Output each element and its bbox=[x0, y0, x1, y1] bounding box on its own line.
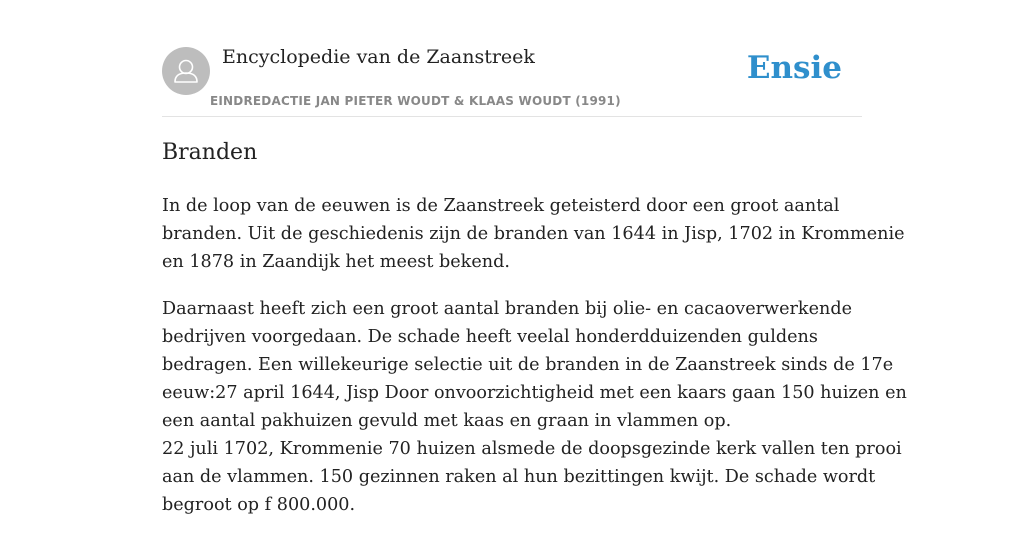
paragraph-line: 22 juli 1702, Krommenie 70 huizen alsmede de doopsgezinde kerk vallen ten prooi bbox=[162, 439, 902, 459]
paragraph-line: aan de vlammen. 150 gezinnen raken al hun bezittingen kwijt. De schade wordt bbox=[162, 467, 876, 487]
paragraph-line: bedrijven voorgedaan. De schade heeft veelal honderdduizenden guldens bbox=[162, 327, 818, 347]
paragraph-line: Daarnaast heeft zich een groot aantal branden bij olie- en cacaoverwerkende bbox=[162, 299, 853, 319]
article-paragraph-2 bbox=[162, 295, 907, 519]
site-header bbox=[162, 0, 862, 117]
article-paragraph-1 bbox=[162, 192, 905, 276]
ensie-logo[interactable]: Ensie bbox=[746, 50, 842, 86]
paragraph-line: begroot op f 800.000. bbox=[162, 495, 356, 515]
paragraph-line: bedragen. Een willekeurige selectie uit de branden in de Zaanstreek sinds de 17e bbox=[162, 355, 894, 375]
paragraph-line: en 1878 in Zaandijk het meest bekend. bbox=[162, 252, 510, 272]
paragraph-line: In de loop van de eeuwen is de Zaanstreek geteisterd door een groot aantal bbox=[162, 196, 840, 216]
editors-credit: EINDREDACTIE JAN PIETER WOUDT & KLAAS WOUDT (1991) bbox=[210, 94, 621, 108]
page bbox=[162, 0, 907, 515]
article-title: Branden bbox=[162, 140, 258, 165]
paragraph-line: branden. Uit de geschiedenis zijn de branden van 1644 in Jisp, 1702 in Krommenie bbox=[162, 224, 905, 244]
paragraph-line: een aantal pakhuizen gevuld met kaas en graan in vlammen op. bbox=[162, 411, 732, 431]
site-title-link[interactable]: Encyclopedie van de Zaanstreek bbox=[222, 46, 535, 68]
paragraph-line: eeuw:27 april 1644, Jisp Door onvoorzichtigheid met een kaars gaan 150 huizen en bbox=[162, 383, 907, 403]
article-body bbox=[162, 192, 907, 538]
user-avatar-icon[interactable] bbox=[162, 47, 210, 95]
